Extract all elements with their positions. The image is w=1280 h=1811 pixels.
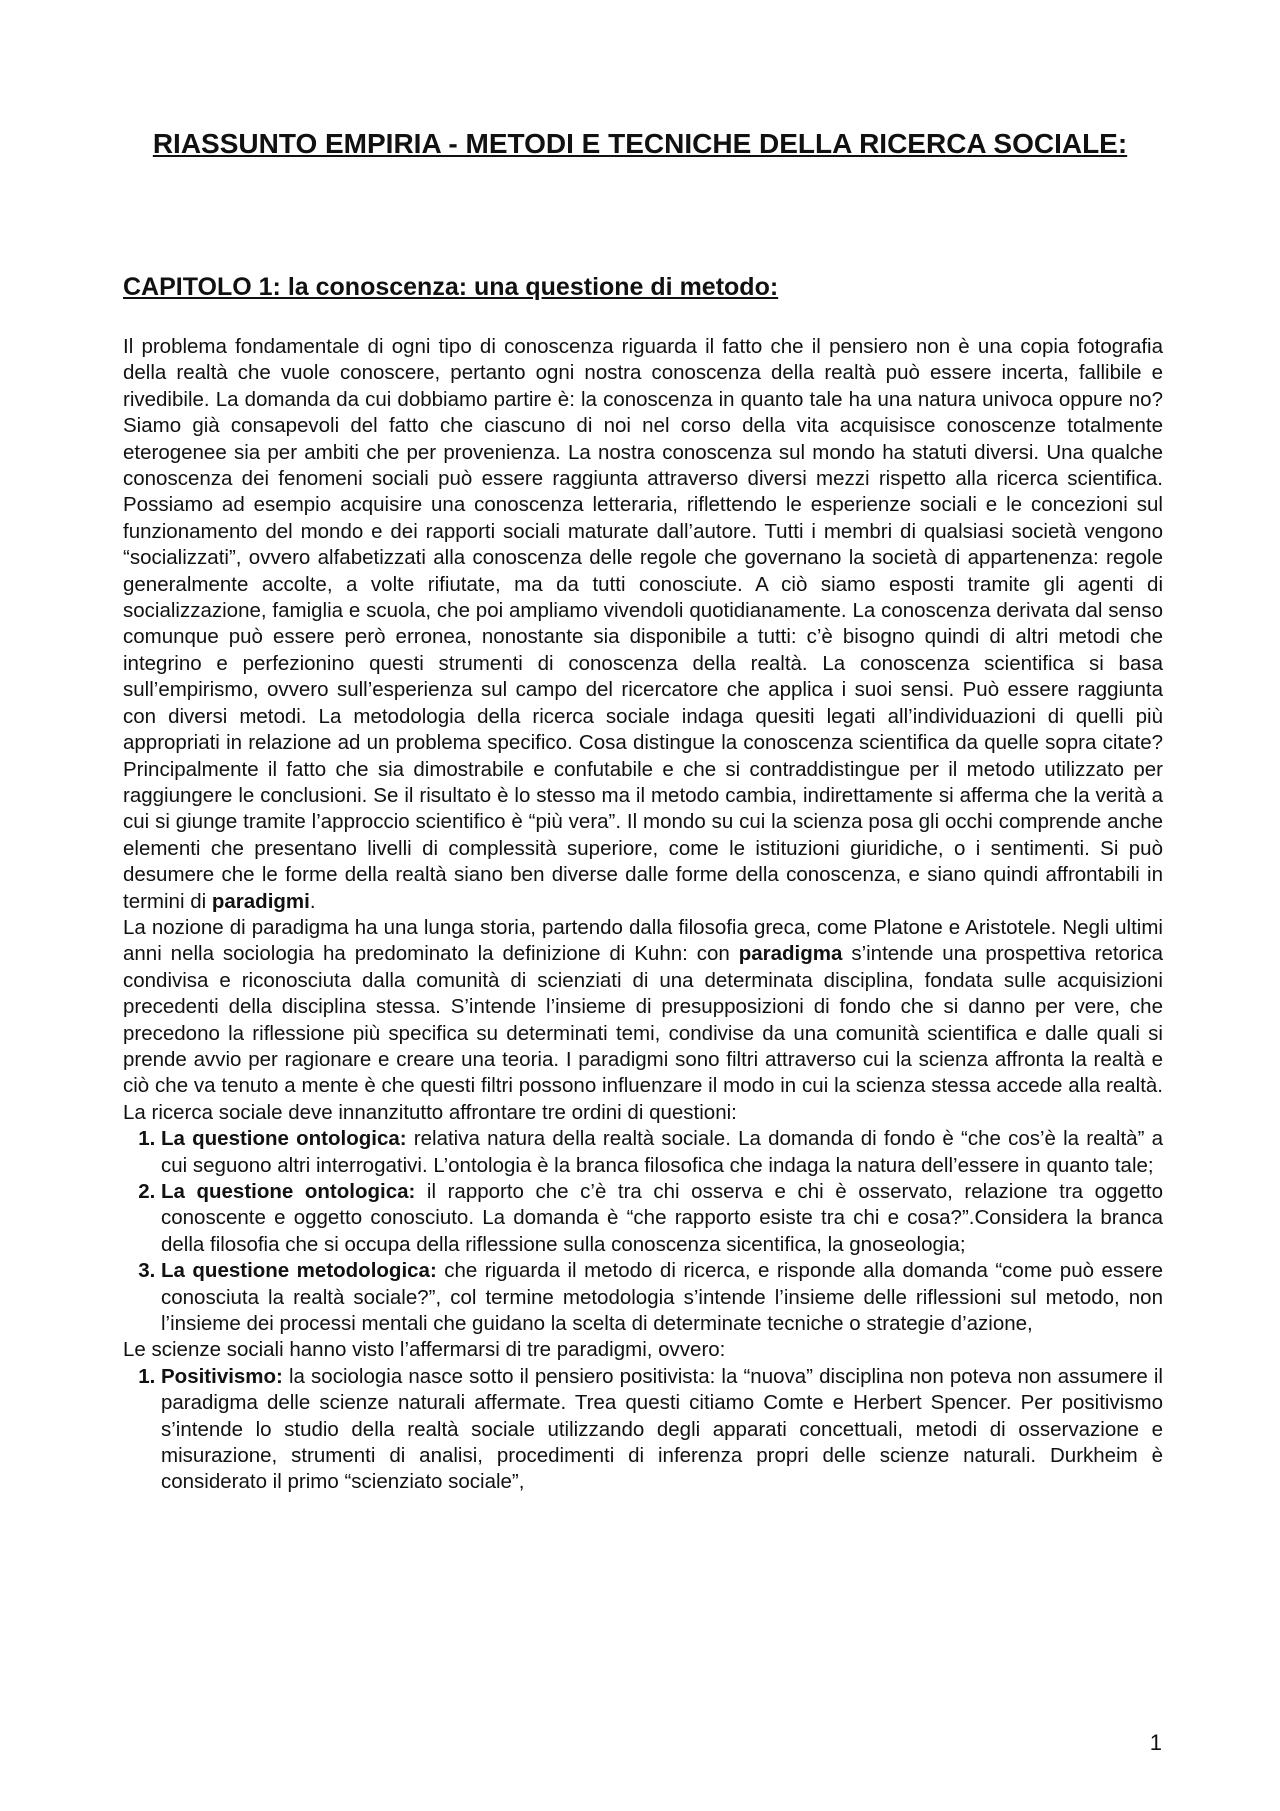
- document-body: [123, 334, 1163, 1496]
- punctuation: .: [309, 889, 316, 913]
- list-text: il rapporto che c’è tra chi osserva e chi è osservato, relazione tra oggetto conoscente e oggetto conosciuto. La domanda è “che rapporto esiste tra chi e cosa?”.Considera la branca della filosofia che si occupa della riflessione sulla conoscenza sicentifica, la gnoseologia;: [161, 1180, 1164, 1256]
- list-item: [161, 1126, 1163, 1179]
- list-term: La questione metodologica:: [161, 1259, 437, 1283]
- document-title: RIASSUNTO EMPIRIA - METODI E TECNICHE DELLA RICERCA SOCIALE:: [152, 128, 1128, 159]
- list-item: [161, 1258, 1163, 1337]
- paragraph-knowledge: [123, 334, 1163, 915]
- page-number: 1: [1149, 1730, 1162, 1755]
- paragraph-text: Il problema fondamentale di ogni tipo di conoscenza riguarda il fatto che il pensiero non è una copia fotografia della realtà che vuole conoscere, pertanto ogni nostra conoscenza della realtà può essere incerta, fallibile e rivedibile. La domanda da cui dobbiamo partire è: la conoscenza in quanto tale ha una natura univoca oppure no? Siamo già consapevoli del fatto che ciascuno di noi nel corso della vita acquisisce conoscenze totalmente eterogenee sia per ambiti che per provenienza. La nostra conoscenza sul mondo ha statuti diversi. Una qualche conoscenza dei fenomeni sociali può essere raggiunta attraverso diversi mezzi rispetto alla ricerca scientifica. Possiamo ad esempio acquisire una conoscenza letteraria, riflettendo le esperienze sociali e le concezioni sul funzionamento del mondo e dei rapporti sociali maturate dall’autore. Tutti i membri di qualsiasi società vengono “socializzati”, ovvero alfabetizzati alla conoscenza delle regole che governano la società di appartenenza: regole generalmente accolte, a volte rifiutate, ma da tutti conosciute. A ciò siamo esposti tramite gli agenti di socializzazione, famiglia e scuola, che poi ampliamo vivendoli quotidianamente. La conoscenza derivata dal senso comunque può essere però erronea, nonostante sia disponibile a tutti: c’è bisogno quindi di altri metodi che integrino e perfezionino questi strumenti di conoscenza della realtà. La conoscenza scientifica si basa sull’empirismo, ovvero sull’esperienza sul campo del ricercatore che applica i suoi sensi. Può essere raggiunta con diversi metodi. La metodologia della ricerca sociale indaga quesiti legati all’individuazioni di quelli più appropriati in relazione ad un problema specifico. Cosa distingue la conoscenza scientifica da quelle sopra citate? Principalmente il fatto che sia dimostrabile e confutabile e che si contraddistingue per il metodo utilizzato per raggiungere le conclusioni. Se il risultato è lo stesso ma il metodo cambia, indirettamente si afferma che la verità a cui si giunge tramite l’approccio scientifico è “più vera”. Il mondo su cui la scienza posa gli occhi comprende anche elementi che presentano livelli di complessità superiore, come le istituzioni giuridiche, o i sentimenti. Si può desumere che le forme della realtà siano ben diverse dalle forme della conoscenza, e siano quindi affrontabili in termini di: [123, 335, 1163, 913]
- bold-term: paradigma: [738, 942, 843, 966]
- list-term: Positivismo:: [161, 1364, 283, 1388]
- list-term: La questione ontologica:: [161, 1127, 407, 1151]
- list-text: che riguarda il metodo di ricerca, e risponde alla domanda “come può essere conosciuta la realtà sociale?”, col termine metodologia s’intende l’insieme delle riflessioni sul metodo, non l’insieme dei processi mentali che guidano la scelta di determinate tecniche o strategie d’azione,: [161, 1259, 1163, 1336]
- chapter-heading: CAPITOLO 1: la conoscenza: una questione di metodo:: [123, 273, 779, 301]
- list-item: [161, 1179, 1163, 1258]
- questions-list: [123, 1126, 1163, 1337]
- bold-term: paradigmi: [211, 889, 310, 913]
- paragraph-text: La nozione di paradigma ha una lunga storia, partendo dalla filosofia greca, come Platone e Aristotele. Negli ultimi anni nella sociologia ha predominato la definizione di Kuhn: con: [123, 915, 1163, 966]
- paragraph-three-paradigms: Le scienze sociali hanno visto l’affermarsi di tre paradigmi, ovvero:: [123, 1338, 726, 1362]
- list-text: la sociologia nasce sotto il pensiero positivista: la “nuova” disciplina non poteva non assumere il paradigma delle scienze naturali affermate. Trea questi citiamo Comte e Herbert Spencer. Per positivismo s’intende lo studio della realtà sociale utilizzando degli apparati concettuali, metodi di osservazione e misurazione, strumenti di analisi, procedimenti di inferenza propri delle scienze naturali. Durkheim è considerato il primo “scienziato sociale”,: [161, 1364, 1163, 1494]
- list-text: relativa natura della realtà sociale. La domanda di fondo è “che cos’è la realtà” a cui seguono altri interrogativi. L’ontologia è la branca filosofica che indaga la natura dell’essere in quanto tale;: [161, 1127, 1163, 1177]
- paradigms-list: [123, 1364, 1163, 1496]
- list-term: La questione ontologica:: [161, 1180, 416, 1203]
- paragraph-text: s’intende una prospettiva retorica condivisa e riconosciuta dalla comunità di scienziati di una determinata disciplina, fondata sulle acquisizioni precedenti della disciplina stessa. S’intende l’insieme di presupposizioni di fondo che si danno per vere, che precedono la riflessione più specifica su determinati temi, condivise da una comunità scientifica e dalle quali si prende avvio per ragionare e creare una teoria. I paradigmi sono filtri attraverso cui la scienza affronta la realtà e ciò che va tenuto a mente è che questi filtri possono influenzare il modo in cui la scienza stessa accede alla realtà. La ricerca sociale deve innanzitutto affrontare tre ordini di questioni:: [123, 942, 1163, 1124]
- paragraph-paradigm: [123, 915, 1163, 1126]
- list-item: [161, 1364, 1163, 1496]
